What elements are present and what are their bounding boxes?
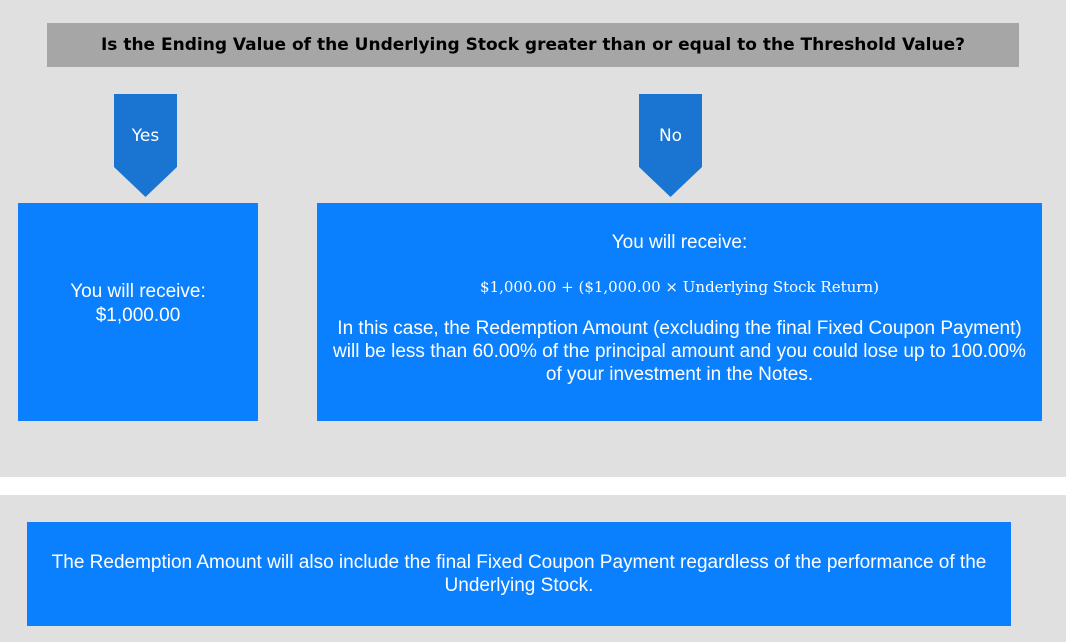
payout-formula: $1,000.00 + ($1,000.00 × Underlying Stock Return): [480, 278, 879, 296]
no-receive-text: You will receive:: [611, 232, 748, 253]
loss-explanation: In this case, the Redemption Amount (excluding the final Fixed Coupon Payment) will be less than 60.00% of the principal amount and you could lose up to 100.00% of your investment in the Notes.: [333, 318, 1026, 385]
coupon-note-box: [27, 522, 1011, 626]
no-arrow: [639, 94, 702, 197]
no-outcome-box: [317, 203, 1042, 421]
question-banner: Is the Ending Value of the Underlying Stock greater than or equal to the Threshold Value?: [47, 23, 1019, 67]
yes-amount: $1,000.00: [95, 305, 181, 326]
no-label: No: [658, 126, 683, 146]
yes-receive-text: You will receive:: [70, 281, 206, 302]
coupon-note-text: The Redemption Amount will also include the final Fixed Coupon Payment regardless of the performance of the Underlying Stock.: [51, 552, 987, 596]
yes-arrow: [114, 94, 177, 197]
yes-label: Yes: [131, 126, 160, 146]
yes-outcome-box: [18, 203, 258, 421]
